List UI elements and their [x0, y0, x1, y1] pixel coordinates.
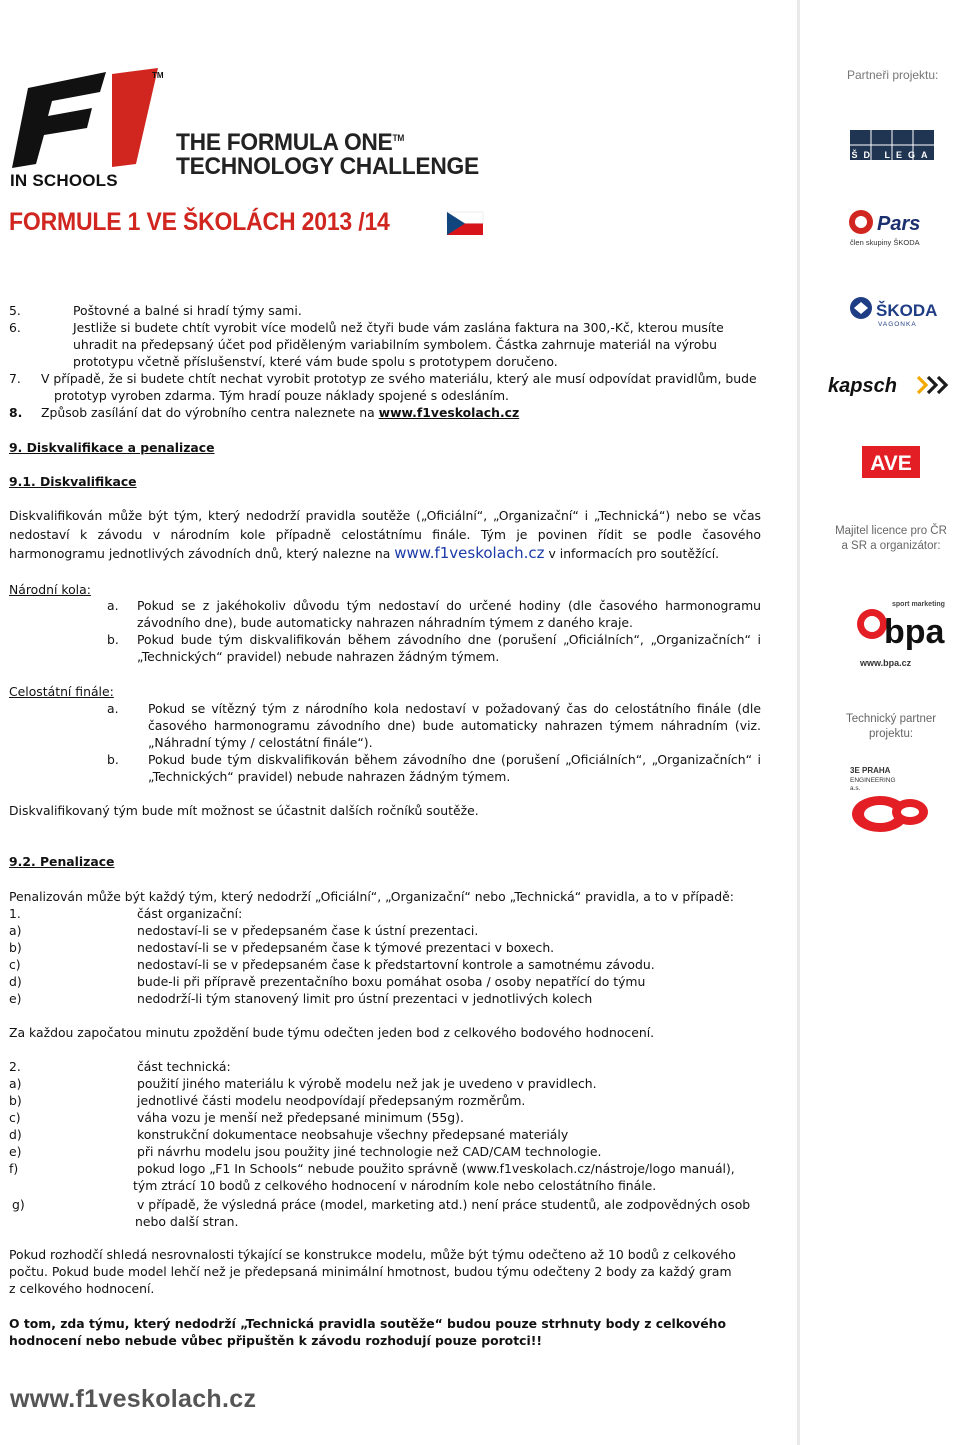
skoda-vagonka-logo: [848, 294, 938, 328]
f1-in-schools-logo: [8, 68, 168, 188]
final-item-b-key: b.: [107, 752, 119, 767]
list-item: d) bude-li při přípravě prezentačního boxu pomáhat osoba / osoby nepatřící do týmu: [9, 974, 646, 989]
list-item: b) nedostaví-li se v předepsaném čase k týmové prezentaci v boxech.: [9, 940, 555, 955]
section-9-heading: 9. Diskvalifikace a penalizace: [9, 440, 215, 455]
svg-text:AVE: AVE: [870, 452, 912, 475]
logo-in-schools-text: IN SCHOOLS: [10, 171, 118, 190]
list-item: e) při návrhu modelu jsou použity jiné technologie než CAD/CAM technologie.: [9, 1144, 602, 1159]
list-item: a) použití jiného materiálu k výrobě modelu než jak je uvedeno v pravidlech.: [9, 1076, 597, 1091]
penalty-intro: Penalizován může být každý tým, který nedodrží „Oficiální“, „Organizační“ nebo „Technická“ pravidla, a to v případě:: [9, 889, 734, 904]
ksd-legal-logo: [838, 126, 946, 164]
section-9-1-heading: 9.1. Diskvalifikace: [9, 474, 137, 489]
list-item-8: 8. Způsob zasílání dat do výrobního centra naleznete na www.f1veskolach.cz: [9, 405, 520, 420]
f1veskolach-link-2[interactable]: www.f1veskolach.cz: [394, 544, 545, 562]
svg-text:VAGONKA: VAGONKA: [878, 321, 917, 328]
svg-text:KŠD LEGAL: KŠD LEGAL: [838, 150, 946, 160]
czech-flag-icon: [447, 212, 483, 235]
jury-decision-note: O tom, zda týmu, který nedodrží „Technická pravidla soutěže“ budou pouze strhnuty body z celkového hodnocení nebo nebude vůbec připuštěn k závodu rozhodují pouze porotci!!: [9, 1316, 726, 1348]
bpa-sport-marketing-logo: [850, 598, 950, 670]
svg-text:ŠKODA: ŠKODA: [876, 301, 938, 320]
svg-text:bpa: bpa: [884, 613, 945, 651]
tagline: FORMULE 1 VE ŠKOLÁCH 2013 /14: [9, 208, 390, 236]
part-2-list: [9, 1075, 601, 1160]
part-2-item-f: f) pokud logo „F1 In Schools“ nebude použito správně (www.f1veskolach.cz/nástroje/logo manuál), tým ztrácí 10 bodů z celkového hodnocení v národním kole nebo celostátního finále.: [9, 1161, 735, 1193]
list-item: b) jednotlivé části modelu neodpovídají předepsaným rozměrům.: [9, 1093, 526, 1108]
part-1-title: část organizační:: [137, 906, 243, 921]
part-2-number: 2.: [9, 1059, 21, 1074]
national-item-a: Pokud se z jakéhokoliv důvodu tým nedostaví do určené hodiny (dle časového harmonogramu závodního dne), bude automaticky nahrazen náhradním týmem z daného kraje.: [137, 598, 761, 630]
svg-text:sport marketing: sport marketing: [892, 601, 945, 608]
list-item: c) nedostaví-li se v předepsaném čase k předstartovní kontrole a samotnému závodu.: [9, 957, 655, 972]
title-line-2: TECHNOLOGY CHALLENGE: [176, 153, 479, 181]
pars-logo: [845, 208, 935, 248]
disqualification-intro: Diskvalifikován může být tým, který nedodrží pravidla soutěže („Oficiální“, „Organizační“ i „Technická“) nebo se včas nedostaví k závodu v národním kole případně celostátnímu finále. Tým je povinen řídit se podle časového harmonogramu jednotlivých závodních dnů, který nalezne na www.f1veskolach.cz v informacích pro soutěžící.: [9, 508, 761, 562]
licence-owner-label-2: a SR a organizátor:: [841, 540, 941, 552]
tech-partner-label-1: Technický partner: [845, 713, 937, 725]
national-item-b-key: b.: [107, 632, 119, 647]
footer-website-url: www.f1veskolach.cz: [10, 1385, 257, 1413]
kapsch-logo: [826, 370, 958, 400]
svg-text:Pars: Pars: [877, 213, 921, 235]
list-item-6: 6. Jestliže si budete chtít vyrobit více modelů než čtyři bude vám zaslána faktura na 300,-Kč, kterou musíte uhradit na předepsaný účet pod přiděleným variabilním symbolem. Částka zahrnuje materiál na výrobu prototypu včetně příslušenství, které vám bude spolu s prototypem doručeno.: [9, 320, 724, 369]
national-item-a-key: a.: [107, 598, 119, 613]
list-item: a) nedostaví-li se v předepsaném čase k ústní prezentaci.: [9, 923, 479, 938]
disqualified-team-note: Diskvalifikovaný tým bude mít možnost se účastnit dalších ročníků soutěže.: [9, 803, 479, 818]
section-9-2-heading: 9.2. Penalizace: [9, 854, 115, 869]
part-1-number: 1.: [9, 906, 21, 921]
3e-praha-engineering-logo: [846, 764, 938, 836]
part-2-item-g: g) v případě, že výsledná práce (model, marketing atd.) není práce studentů, ale zodpovědných osob nebo další stran.: [12, 1197, 751, 1229]
final-item-b: Pokud bude tým diskvalifikován během závodního dne (porušení „Oficiálních“, „Organizačních“ i „Technických“ pravidel) nebude nahrazen žádným týmem.: [148, 752, 761, 784]
ave-logo: [862, 446, 920, 478]
list-item-5: 5. Poštovné a balné si hradí týmy sami.: [9, 303, 302, 318]
challenge-title: [176, 126, 479, 179]
title-line-1: THE FORMULA ONE: [176, 129, 393, 157]
tech-partner-label-2: projektu:: [868, 728, 914, 740]
part-1-list: [9, 922, 655, 1007]
national-rounds-label: Národní kola:: [9, 582, 91, 597]
svg-text:člen skupiny ŠKODA: člen skupiny ŠKODA: [850, 238, 920, 247]
svg-text:3E PRAHA: 3E PRAHA: [850, 766, 891, 775]
title-tm: TM: [392, 133, 405, 143]
list-item: c) váha vozu je menší než předepsané minimum (55g).: [9, 1110, 464, 1125]
national-final-label: Celostátní finále:: [9, 684, 114, 699]
list-item-7: 7. V případě, že si budete chtít nechat vyrobit prototyp ze svého materiálu, který ale musí odpovídat pravidlům, bude prototyp vyroben zdarma. Tým hradí pouze náklady spojené s odesláním.: [9, 371, 757, 403]
national-item-b: Pokud bude tým diskvalifikován během závodního dne (porušení „Oficiálních“, „Organizačních“ i „Technických“ pravidel) nebude nahrazen žádným týmem.: [137, 632, 761, 664]
list-item: e) nedodrží-li tým stanovený limit pro ústní prezentaci v jednotlivých kolech: [9, 991, 593, 1006]
licence-owner-label-1: Majitel licence pro ČR: [835, 525, 947, 537]
final-item-a: Pokud se vítězný tým z národního kola nedostaví v požadovaný čas do celostátního finále (dle časového harmonogramu závodního dne) bude automaticky nahrazen týmem náhradním (viz. „Náhradní týmy / celostátní finále“).: [148, 701, 761, 750]
list-item: d) konstrukční dokumentace neobsahuje všechny předepsané materiály: [9, 1127, 569, 1142]
minute-penalty-rule: Za každou započatou minutu zpoždění bude týmu odečten jeden bod z celkového bodového hodnocení.: [9, 1025, 655, 1040]
svg-text:www.bpa.cz: www.bpa.cz: [860, 658, 912, 668]
svg-text:a.s.: a.s.: [850, 785, 861, 792]
svg-text:TM: TM: [152, 71, 164, 80]
construction-penalty-rule: Pokud rozhodčí shledá nesrovnalosti týkající se konstrukce modelu, může být týmu odečteno až 10 bodů z celkového počtu. Pokud bude model lehčí než je předepsaná minimální hmotnost, budou týmu odečteny 2 body za každý gram z celkového hodnocení.: [9, 1247, 736, 1296]
f1veskolach-link[interactable]: www.f1veskolach.cz: [378, 405, 520, 420]
svg-text:kapsch: kapsch: [828, 375, 897, 397]
partners-label: Partneři projektu:: [847, 68, 939, 82]
final-item-a-key: a.: [107, 701, 119, 716]
svg-text:ENGINEERING: ENGINEERING: [850, 777, 896, 784]
part-2-title: část technická:: [137, 1059, 231, 1074]
